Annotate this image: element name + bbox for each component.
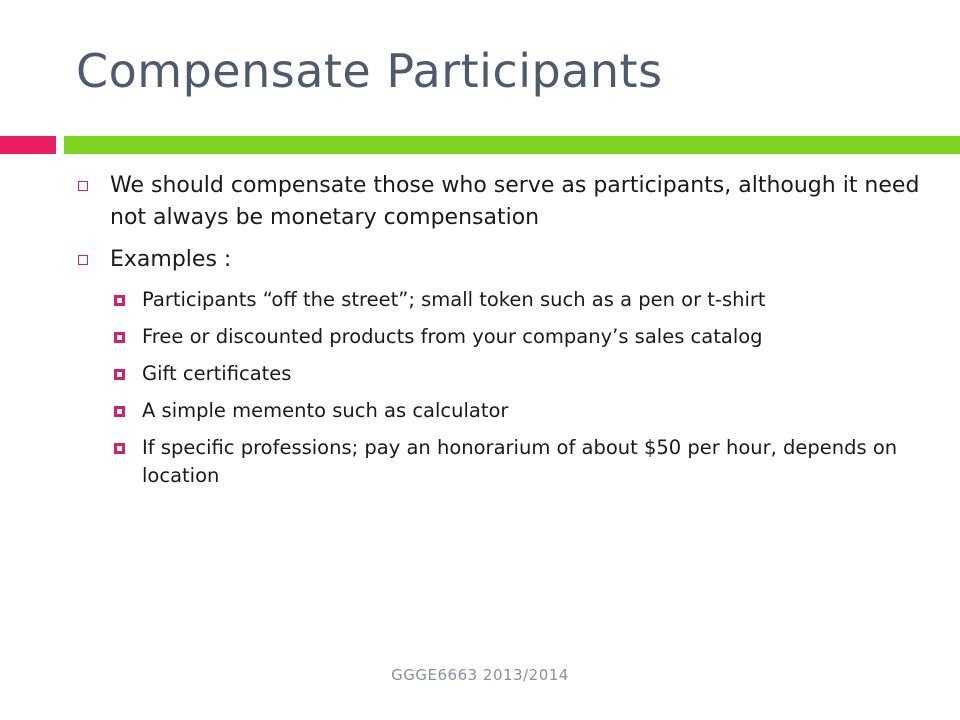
sub-bullet-text: Free or discounted products from your company’s sales catalog bbox=[142, 325, 763, 348]
slide-content bbox=[76, 170, 936, 499]
filled-square-bullet-icon bbox=[114, 406, 125, 417]
square-bullet-icon bbox=[78, 255, 88, 265]
filled-square-bullet-icon bbox=[114, 443, 125, 454]
sub-bullet-item bbox=[76, 286, 936, 314]
sub-bullet-text: If specific professions; pay an honorarium of about $50 per hour, depends on location bbox=[142, 436, 898, 487]
square-bullet-icon bbox=[78, 181, 88, 191]
slide-title: Compensate Participants bbox=[76, 44, 663, 98]
sub-bullet-item bbox=[76, 434, 936, 490]
title-accent-bar-pink bbox=[0, 136, 56, 154]
filled-square-bullet-icon bbox=[114, 332, 125, 343]
sub-bullet-text: Gift certificates bbox=[142, 362, 292, 385]
bullet-text: We should compensate those who serve as participants, although it need not always be monetary compensation bbox=[110, 173, 920, 230]
sub-bullet-item bbox=[76, 397, 936, 425]
sub-bullet-item bbox=[76, 323, 936, 351]
bullet-text: Examples : bbox=[110, 247, 232, 272]
title-accent-bar-green bbox=[64, 136, 960, 154]
slide-footer: GGGE6663 2013/2014 bbox=[391, 666, 569, 684]
bullet-item bbox=[76, 170, 936, 234]
bullet-item bbox=[76, 244, 936, 276]
filled-square-bullet-icon bbox=[114, 369, 125, 380]
sub-bullet-item bbox=[76, 360, 936, 388]
sub-bullet-text: Participants “off the street”; small token such as a pen or t-shirt bbox=[142, 288, 766, 311]
sub-bullet-text: A simple memento such as calculator bbox=[142, 399, 509, 422]
filled-square-bullet-icon bbox=[114, 295, 125, 306]
examples-sublist bbox=[76, 286, 936, 490]
